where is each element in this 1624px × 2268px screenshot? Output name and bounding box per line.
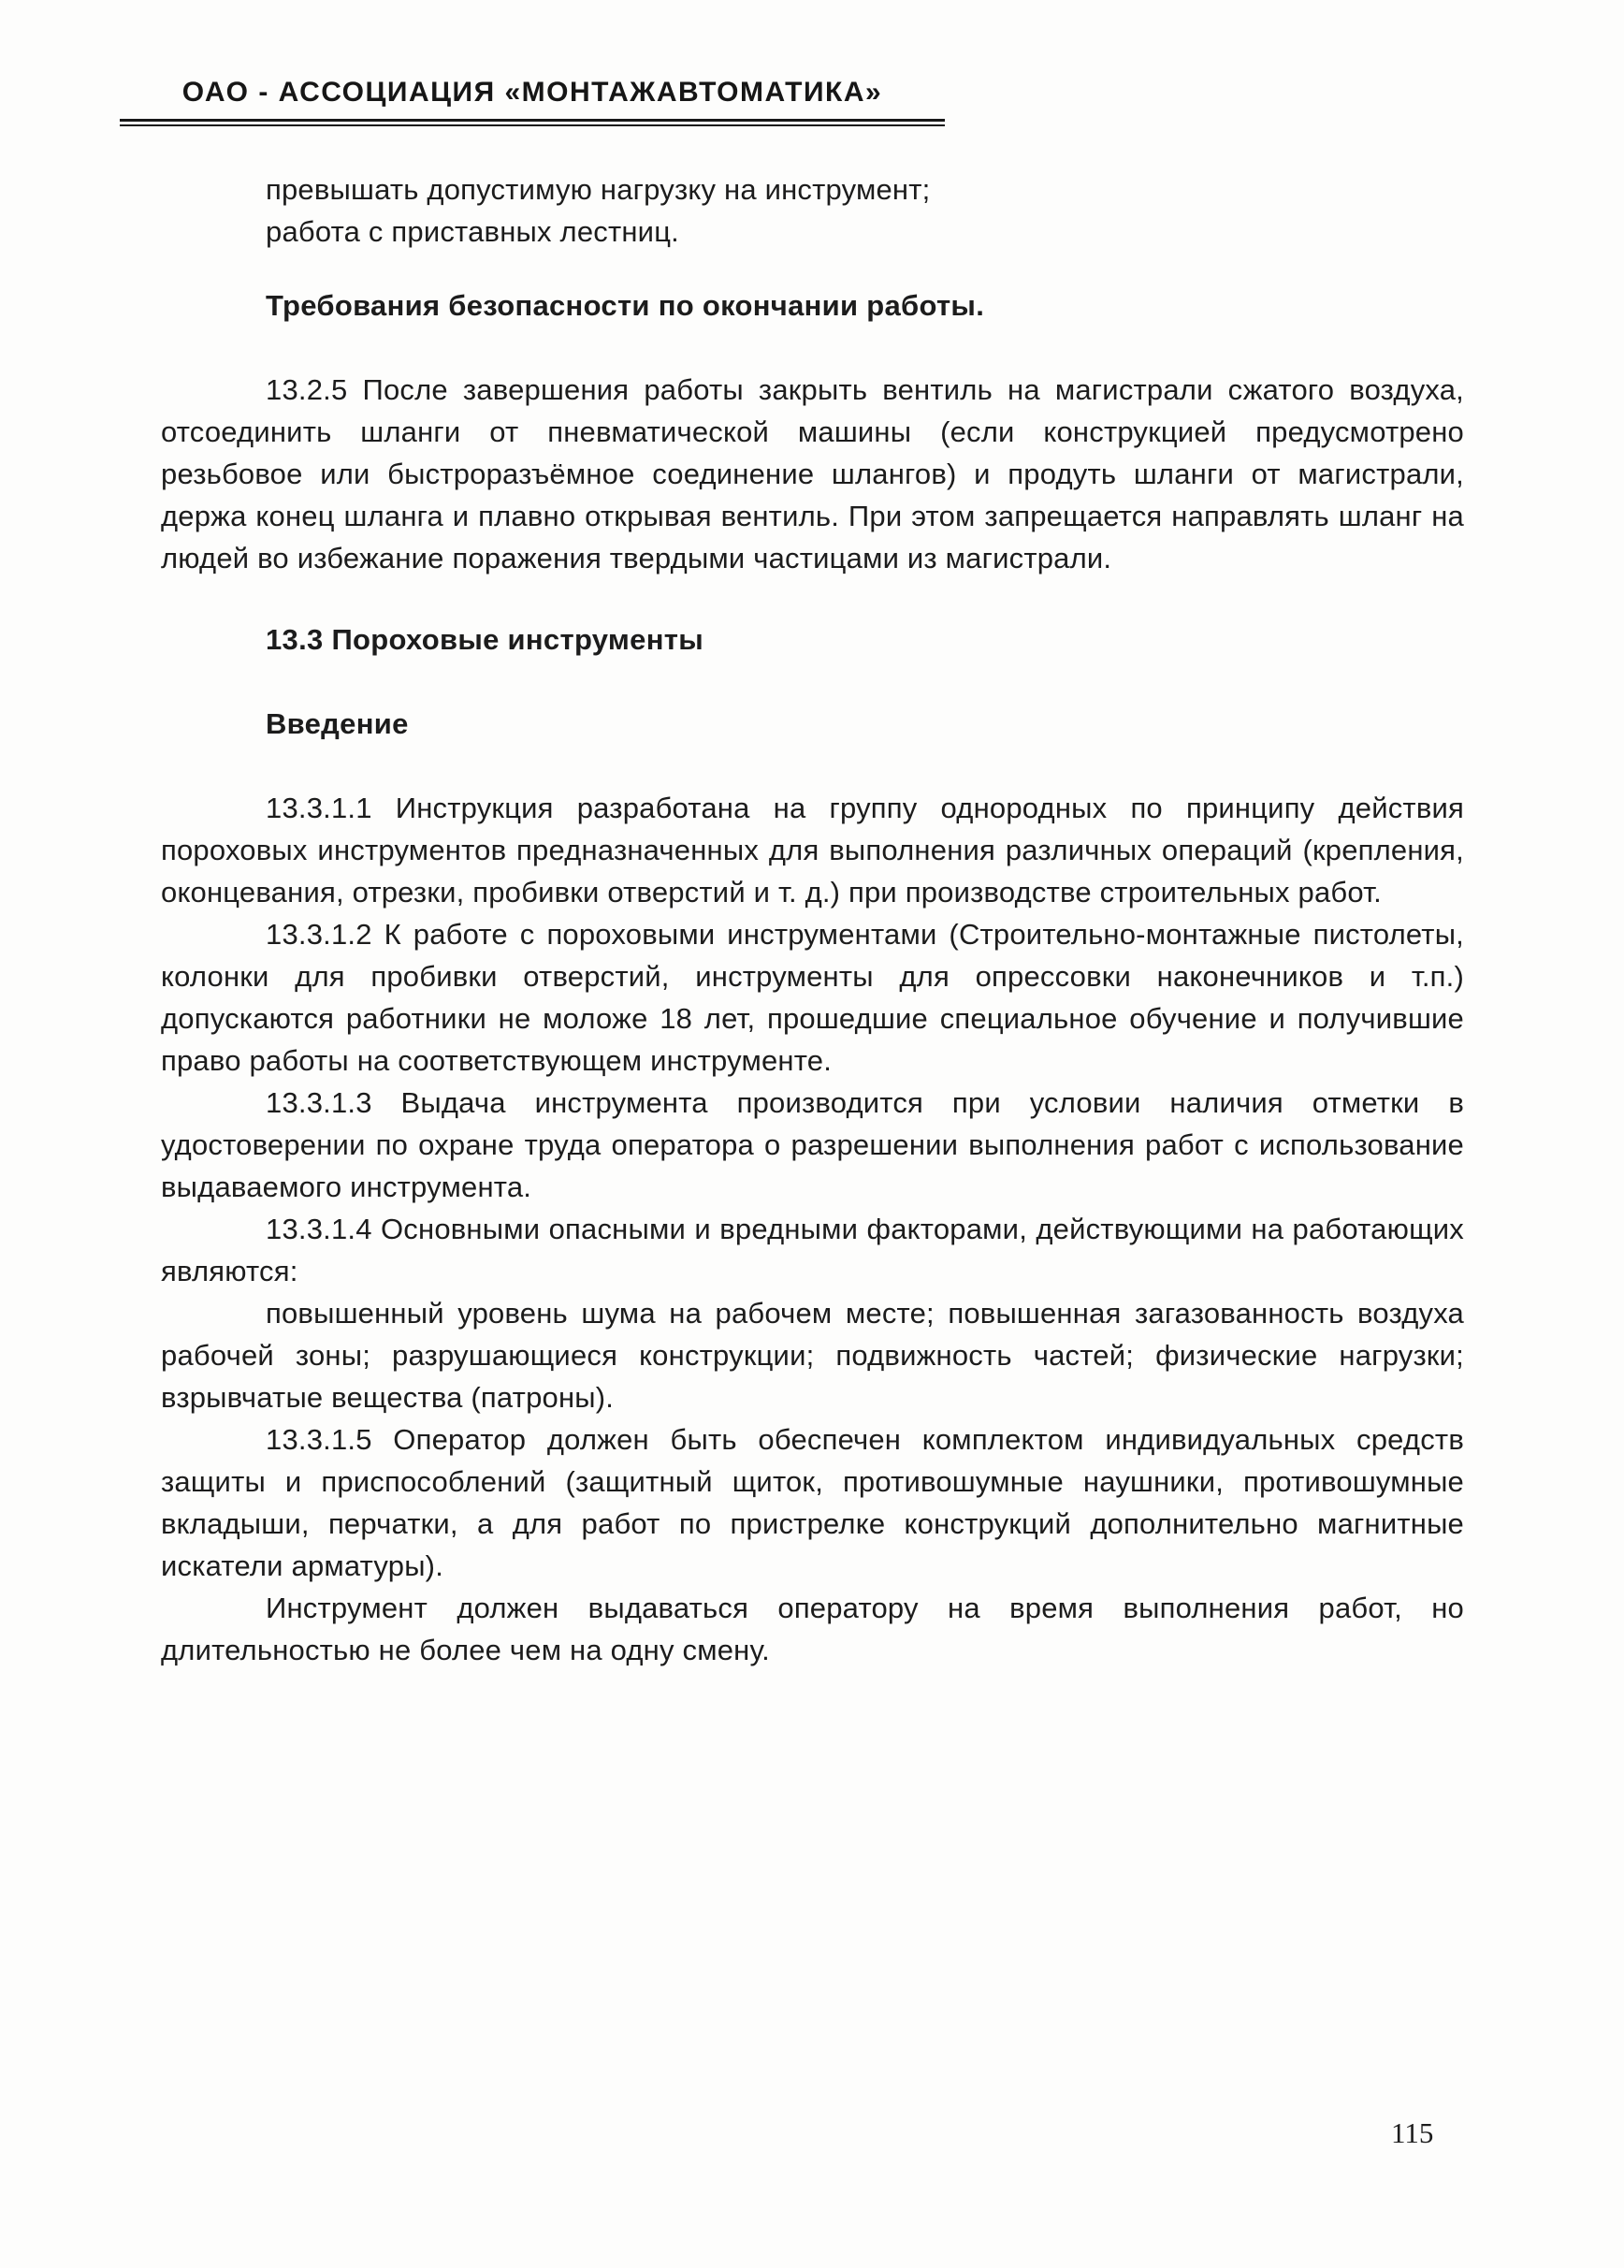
page-header <box>120 75 945 126</box>
page-number: 115 <box>1391 2116 1434 2149</box>
section-heading-powder-tools: 13.3 Пороховые инструменты <box>266 623 703 656</box>
paragraph-13-3-1-2: 13.3.1.2 К работе с пороховыми инструментами (Строительно-монтажные пистолеты, колонки для пробивки отверстий, инструменты для опрессовки наконечников и т.п.) допускаются работники не моложе 18 лет, прошедшие специальное обучение и получившие право работы на соответствующем инструменте. <box>161 918 1464 1077</box>
paragraph-tool-issue: Инструмент должен выдаваться оператору на время выполнения работ, но длительностью не более чем на одну смену. <box>161 1592 1464 1666</box>
header-double-rule <box>120 119 945 126</box>
list-item-load-limit: превышать допустимую нагрузку на инструмент; <box>266 173 931 206</box>
paragraph-13-3-1-5: 13.3.1.5 Оператор должен быть обеспечен комплектом индивидуальных средств защиты и приспособлений (защитный щиток, противошумные наушники, противошумные вкладыши, перчатки, а для работ по пристрелке конструкций дополнительно магнитные искатели арматуры). <box>161 1423 1464 1582</box>
paragraph-13-3-1-3: 13.3.1.3 Выдача инструмента производится при условии наличия отметки в удостоверении по охране труда оператора о разрешении выполнения работ с использование выдаваемого инструмента. <box>161 1086 1464 1203</box>
header-title: ОАО - АССОЦИАЦИЯ «МОНТАЖАВТОМАТИКА» <box>181 77 883 108</box>
list-item-ladders: работа с приставных лестниц. <box>266 215 679 248</box>
paragraph-13-3-1-4: 13.3.1.4 Основными опасными и вредными факторами, действующими на работающих являются: <box>161 1213 1464 1287</box>
paragraph-13-3-1-1: 13.3.1.1 Инструкция разработана на группу однородных по принципу действия пороховых инструментов предназначенных для выполнения различных операций (крепления, оконцевания, отрезки, пробивки отверстий и т. д.) при производстве строительных работ. <box>161 792 1464 909</box>
section-heading-end-of-work-safety: Требования безопасности по окончании работы. <box>266 289 985 322</box>
section-heading-introduction: Введение <box>266 707 409 740</box>
paragraph-hazard-list: повышенный уровень шума на рабочем месте; повышенная загазованность воздуха рабочей зоны; разрушающиеся конструкции; подвижность частей; физические нагрузки; взрывчатые вещества (патроны). <box>161 1297 1464 1414</box>
document-content <box>161 168 1464 1671</box>
paragraph-13-2-5: 13.2.5 После завершения работы закрыть вентиль на магистрали сжатого воздуха, отсоединить шланги от пневматической машины (если конструкцией предусмотрено резьбовое или быстроразъёмное соединение шлангов) и продуть шланги от магистрали, держа конец шланга и плавно открывая вентиль. При этом запрещается направлять шланг на людей во избежание поражения твердыми частицами из магистрали. <box>161 373 1464 574</box>
